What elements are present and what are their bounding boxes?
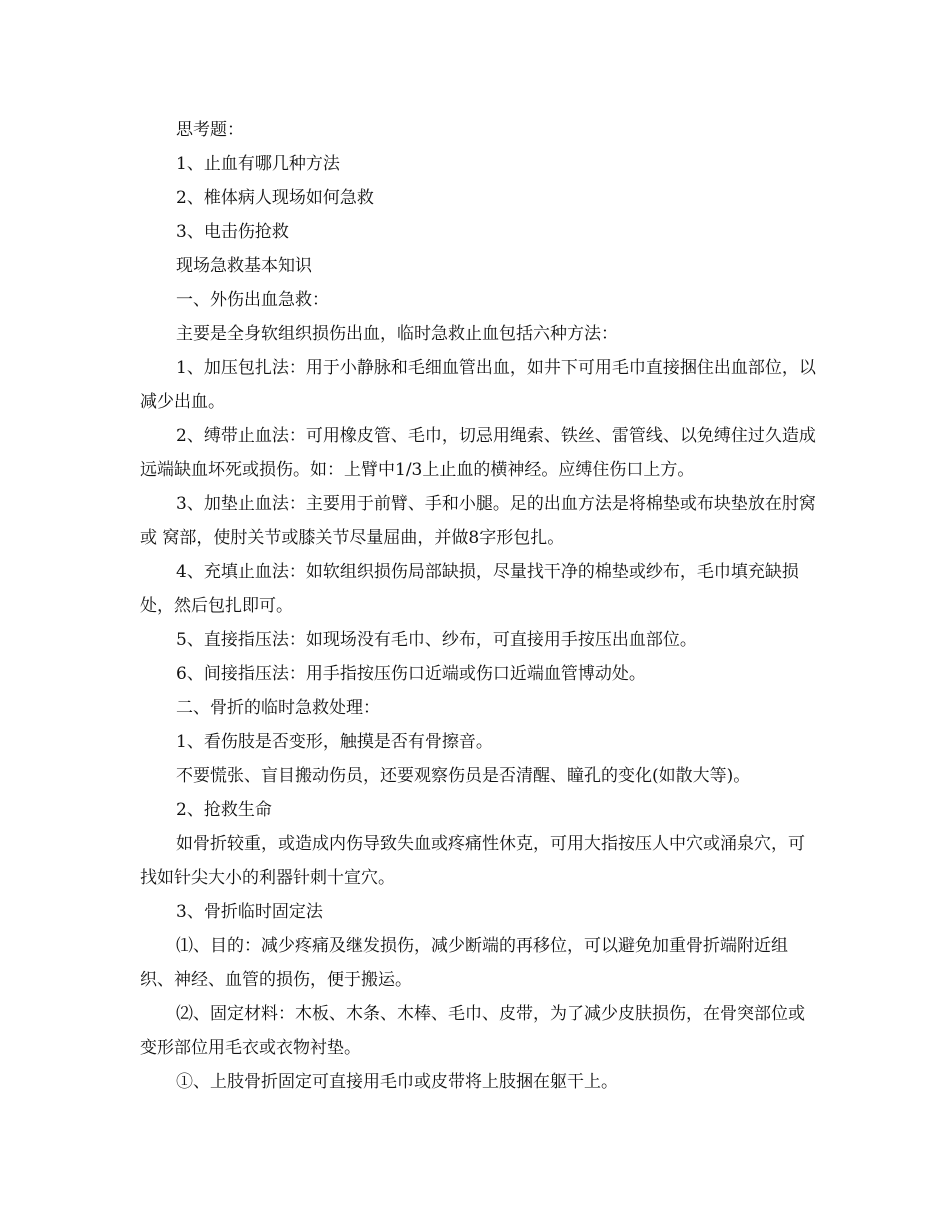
paragraph: 一、外伤出血急救： bbox=[176, 290, 329, 310]
paragraph: ⑴、目的：减少疼痛及继发损伤，减少断端的再移位，可以避免加重骨折端附近组织、神经、血管的损伤，便于搬运。 bbox=[140, 936, 788, 990]
paragraph: 2、抢救生命 bbox=[176, 800, 272, 820]
paragraph: 3、电击伤抢救 bbox=[176, 222, 289, 242]
paragraph: 如骨折较重，或造成内伤导致失血或疼痛性休克，可用大指按压人中穴或涌泉穴，可找如针尖大小的利器针刺十宣穴。 bbox=[140, 834, 805, 888]
paragraph: 不要慌张、盲目搬动伤员，还要观察伤员是否清醒、瞳孔的变化(如散大等)。 bbox=[176, 766, 751, 786]
paragraph: 5、直接指压法：如现场没有毛巾、纱布，可直接用手按压出血部位。 bbox=[176, 630, 697, 650]
document-body bbox=[140, 113, 820, 1099]
paragraph: 4、充填止血法：如软组织损伤局部缺损，尽量找干净的棉垫或纱布，毛巾填充缺损处，然后包扎即可。 bbox=[140, 562, 799, 616]
paragraph: 思考题： bbox=[176, 120, 244, 140]
paragraph: 2、椎体病人现场如何急救 bbox=[176, 188, 374, 208]
paragraph: 3、骨折临时固定法 bbox=[176, 902, 323, 922]
paragraph: 1、加压包扎法：用于小静脉和毛细血管出血，如井下可用毛巾直接捆住出血部位，以减少出血。 bbox=[140, 358, 816, 412]
paragraph: 现场急救基本知识 bbox=[176, 256, 312, 276]
paragraph: 主要是全身软组织损伤出血，临时急救止血包括六种方法： bbox=[176, 324, 618, 344]
paragraph: 二、骨折的临时急救处理： bbox=[176, 698, 380, 718]
paragraph: 2、缚带止血法：可用橡皮管、毛巾，切忌用绳索、铁丝、雷管线、以免缚住过久造成远端缺血坏死或损伤。如：上臂中1/3上止血的横神经。应缚住伤口上方。 bbox=[140, 426, 816, 480]
paragraph: 1、止血有哪几种方法 bbox=[176, 154, 340, 174]
paragraph: 3、加垫止血法：主要用于前臂、手和小腿。足的出血方法是将棉垫或布块垫放在肘窝或 窝部，使肘关节或膝关节尽量屈曲，并做8字形包扎。 bbox=[140, 494, 816, 548]
paragraph: ⑵、固定材料：木板、木条、木棒、毛巾、皮带，为了减少皮肤损伤，在骨突部位或变形部位用毛衣或衣物衬垫。 bbox=[140, 1004, 805, 1058]
paragraph: 1、看伤肢是否变形，触摸是否有骨擦音。 bbox=[176, 732, 493, 752]
paragraph: ①、上肢骨折固定可直接用毛巾或皮带将上肢捆在躯干上。 bbox=[176, 1072, 618, 1092]
paragraph: 6、间接指压法：用手指按压伤口近端或伤口近端血管博动处。 bbox=[176, 664, 646, 684]
